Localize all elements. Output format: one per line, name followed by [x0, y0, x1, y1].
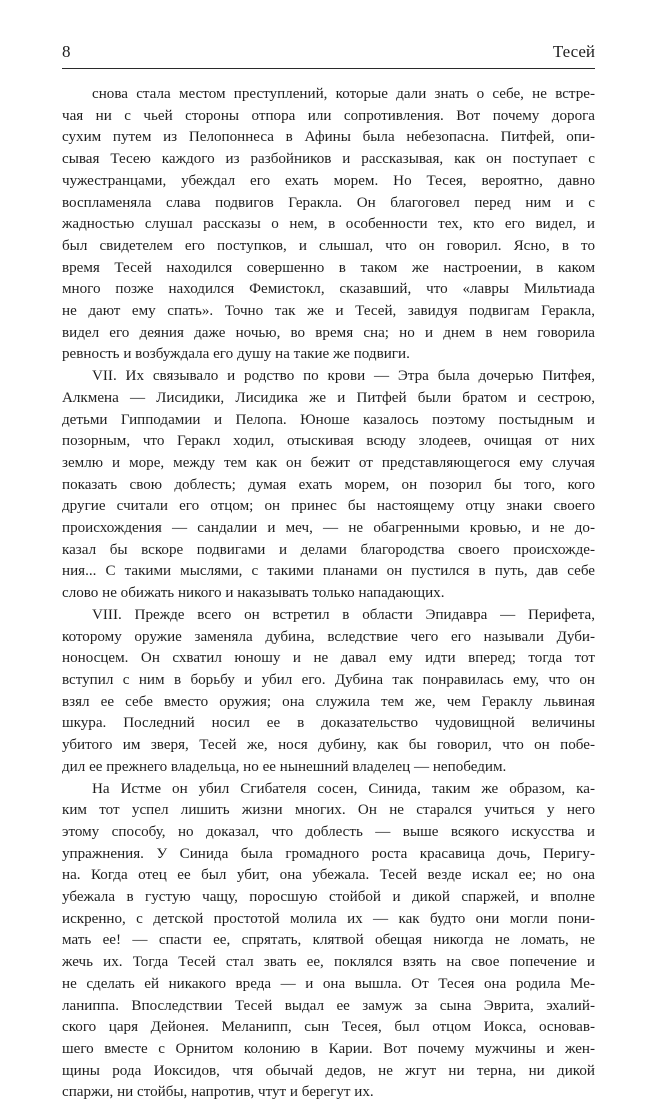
- text-line: казал бы вскоре подвигами и делами благородства своего происхожде-: [62, 540, 595, 562]
- text-line: показать свою доблесть; думая ехать морем, он позорил бы того, кого: [62, 475, 595, 497]
- text-line: взял ее себе вместо оружия; она служила тем же, чем Гераклу львиная: [62, 692, 595, 714]
- body-text: [62, 84, 595, 1104]
- paragraph: [62, 84, 595, 366]
- text-line: Алкмена — Лисидики, Лисидика же и Питфей были братом и сестрою,: [62, 388, 595, 410]
- text-line: время Тесей находился совершенно в таком же настроении, в каком: [62, 258, 595, 280]
- text-line: которому оружие заменяла дубина, вследствие чего его называли Дуби-: [62, 627, 595, 649]
- text-line: щины рода Иоксидов, чтя обычай дедов, не жгут ни терна, ни дикой: [62, 1061, 595, 1083]
- text-line: сывая Тесею каждого из разбойников и рассказывая, как он поступает с: [62, 149, 595, 171]
- text-line: ревность и возбуждала его душу на такие же подвиги.: [62, 344, 595, 366]
- paragraph: [62, 605, 595, 779]
- paragraph: [62, 779, 595, 1104]
- text-line: жечь их. Тогда Тесей стал звать ее, поклялся взять на свое попечение и: [62, 952, 595, 974]
- text-line: землю и море, между тем как он бежит от представляющегося ему случая: [62, 453, 595, 475]
- text-line: воспламеняла слава подвигов Геракла. Он благоговел перед ним и с: [62, 193, 595, 215]
- text-line: убитого им зверя, Тесей же, нося дубину, как бы говорил, что он побе-: [62, 735, 595, 757]
- text-line: этому способу, но доказал, что доблесть — выше всякого искусства и: [62, 822, 595, 844]
- text-line: чая ни с чьей стороны отпора или сопротивления. Вот почему дорога: [62, 106, 595, 128]
- text-line: На Истме он убил Сгибателя сосен, Синида, таким же образом, ка-: [62, 779, 595, 801]
- running-title: Тесей: [553, 40, 595, 64]
- page-number: 8: [62, 40, 71, 64]
- text-line: слово не обижать никого и наказывать только нападающих.: [62, 583, 595, 605]
- header-rule: [62, 68, 595, 69]
- text-line: происхождения — сандалии и меч, — не обагренными кровью, и не до-: [62, 518, 595, 540]
- text-line: ким тот успел лишить жизни многих. Он не старался учиться у него: [62, 800, 595, 822]
- text-line: дил ее прежнего владельца, но ее нынешний владелец — непобедим.: [62, 757, 595, 779]
- text-line: чужестранцами, убеждал его ехать морем. Но Тесея, вероятно, давно: [62, 171, 595, 193]
- text-line: мать ее! — спасти ее, спрятать, клятвой обещая никогда не ломать, не: [62, 930, 595, 952]
- text-line: на. Когда отец ее был убит, она убежала. Тесей везде искал ее; но она: [62, 865, 595, 887]
- text-line: ланиппа. Впоследствии Тесей выдал ее замуж за сына Эврита, эхалий-: [62, 996, 595, 1018]
- text-line: убежала в густую чащу, поросшую стойбой и дикой спаржей, и вполне: [62, 887, 595, 909]
- text-line: шкура. Последний носил ее в доказательство чудовищной величины: [62, 713, 595, 735]
- text-line: вступил с ним в борьбу и убил его. Дубина так понравилась ему, что он: [62, 670, 595, 692]
- text-line: жадностью слушал рассказы о нем, в особенности тех, кто его видел, и: [62, 214, 595, 236]
- text-line: упражнения. У Синида была громадного роста красавица дочь, Перигу-: [62, 844, 595, 866]
- text-line: искренно, с детской простотой молила их — как будто они могли пони-: [62, 909, 595, 931]
- text-line: VII. Их связывало и родство по крови — Этра была дочерью Питфея,: [62, 366, 595, 388]
- running-head: [62, 40, 595, 64]
- text-line: видел его деяния даже ночью, во время сна; но и днем в нем говорила: [62, 323, 595, 345]
- text-line: VIII. Прежде всего он встретил в области Эпидавра — Перифета,: [62, 605, 595, 627]
- text-line: не сделать ей никакого вреда — и она вышла. От Тесея она родила Ме-: [62, 974, 595, 996]
- text-line: ноносцем. Он схватил юношу и не давал ему идти вперед; тогда тот: [62, 648, 595, 670]
- text-line: много позже находился Фемистокл, сказавший, что «лавры Мильтиада: [62, 279, 595, 301]
- text-line: не дают ему спать». Точно так же и Тесей, завидуя подвигам Геракла,: [62, 301, 595, 323]
- text-line: позорным, что Геракл ходил, отыскивая всюду злодеев, очищая от них: [62, 431, 595, 453]
- text-line: детьми Гипподамии и Пелопа. Юноше казалось поэтому постыдным и: [62, 410, 595, 432]
- text-line: шего вместе с Орнитом колонию в Карии. Вот почему мужчины и жен-: [62, 1039, 595, 1061]
- text-line: сухим путем из Пелопоннеса в Афины была небезопасна. Питфей, опи-: [62, 127, 595, 149]
- paragraph: [62, 366, 595, 605]
- text-line: ского царя Дейонея. Меланипп, сын Тесея, был отцом Иокса, основав-: [62, 1017, 595, 1039]
- text-line: был свидетелем его поступков, и слышал, что он говорил. Ясно, в то: [62, 236, 595, 258]
- text-line: ния... С такими мыслями, с такими планами он пустился в путь, дав себе: [62, 561, 595, 583]
- text-line: другие считали его отцом; он принес бы настоящему отцу знаки своего: [62, 496, 595, 518]
- text-line: снова стала местом преступлений, которые дали знать о себе, не встре-: [62, 84, 595, 106]
- text-line: спаржи, ни стойбы, напротив, чтут и берегут их.: [62, 1082, 595, 1104]
